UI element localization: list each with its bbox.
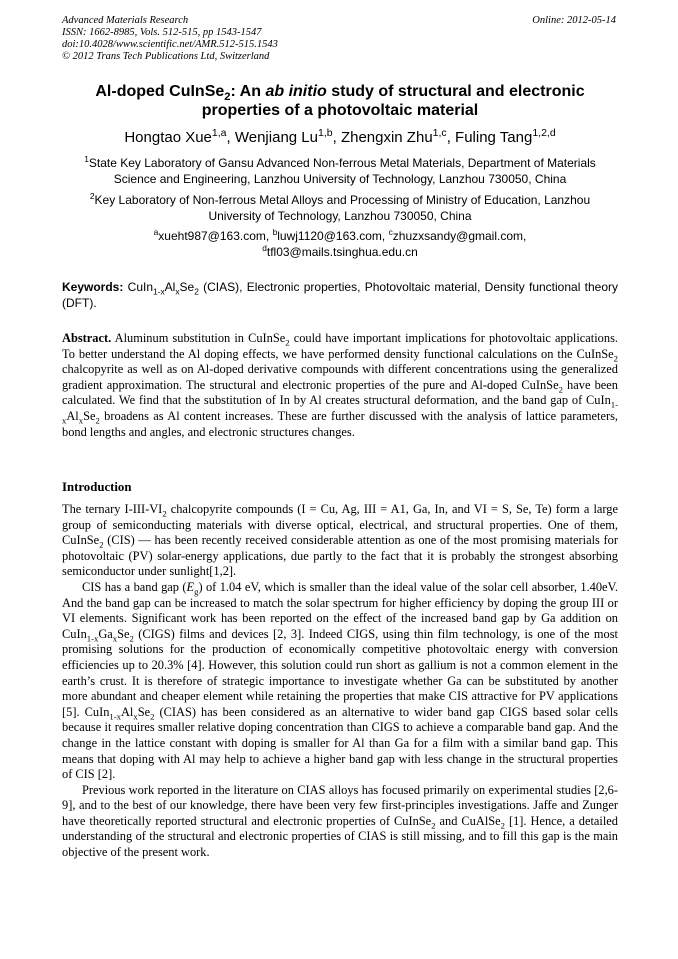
email-link[interactable]: luwj1120@163.com <box>277 229 382 243</box>
journal-header <box>62 15 618 63</box>
keywords-label: Keywords: <box>62 280 124 294</box>
copyright-line: © 2012 Trans Tech Publications Ltd, Switzerland <box>62 51 270 62</box>
author-name: Hongtao Xue <box>124 129 212 146</box>
abstract-label: Abstract. <box>62 331 112 345</box>
affiliation-1: $^1$State Key Laboratory of Gansu Advanced Non-ferrous Metal Materials, Department of Materials Science and Engineering, Lanzhou University of Technology, Lanzhou 730050, China <box>84 154 596 186</box>
section-heading: Introduction <box>62 480 132 494</box>
online-date: Online: 2012-05-14 <box>532 15 616 26</box>
author-name: Wenjiang Lu <box>234 129 318 146</box>
paper-title: Al-doped CuInSe$_2$: An ab initio study of structural and electronic properties of a photovoltaic material <box>95 83 585 119</box>
journal-name: Advanced Materials Research <box>62 15 189 26</box>
author-name: Zhengxin Zhu <box>340 129 433 146</box>
introduction-body <box>62 502 618 861</box>
paragraph: Previous work reported in the literature on CIAS alloys has focused primarily on experimental studies [2,6-9], and to the best of our knowledge, there have been very few first-principles investigations. Jaffe and Zunger have theoretically reported structural and electronic properties of CuInSe$_2$ and CuAlSe$_2$ [1]. Hence, a detailed understanding of the structural and electronic properties of CIAS is still missing, and to fill this gap is the main objective of the present work. <box>62 782 618 860</box>
author-list: Hongtao Xue$^{1,a}$, Wenjiang Lu$^{1,b}$, Zhengxin Zhu$^{1,c}$, Fuling Tang$^{1,2,d}$ <box>124 127 556 146</box>
paragraph: The ternary $I-III-VI_2$ chalcopyrite compounds (I = Cu, Ag, III = A1, Ga, In, and VI = S, Se, Te) form a large group of semiconducting materials with diverse optical, electrical, and structural properties. One of them, CuInSe$_2$ (CIS) — has been recently received considerable attention as one of the most promising materials for photovoltaic (PV) solar-energy applications, due partly to the fact that it is probably the strongest absorbing semiconductor under sunlight[1,2]. <box>62 502 618 579</box>
paragraph: CIS has a band gap $(E_g)$ of 1.04 eV, which is smaller than the ideal value of the solar cell absorber, 1.40eV. And the band gap can be increased to match the solar spectrum for higher efficiency by doping the group III or VI elements. Significant work has been reported on the effect of the increased band gap by Ga addition on $CuIn_{1-x}Ga_xSe_2$ (CIGS) films and devices [2, 3]. Indeed CIGS, using thin film technology, is one of the most promising solutions for the production of economically competitive photovoltaic energy with conversion efficiencies up to 20.3% [4]. However, this solution could run short as gallium is not a common element in the earth’s crust. It is therefore of strategic importance to investigate whether Ga can be substituted by another more abundant and cheaper element while retaining the properties that make CIS attractive for PV applications [5]. $CuIn_{1-x}Al_xSe_2$ (CIAS) has been considered as an alternative to wider band gap CIGS based solar cells because it requires smaller relative doping concentration than CIGS to achieve a comparable band gap. And the change in the lattice constant with doping is smaller for Al than Ga for a film with a similar band gap. This means that doping with Al may help to achieve a higher band gap with less change in the structural properties of CIS [2]. <box>62 579 619 782</box>
email-link[interactable]: zhuzxsandy@gmail.com <box>392 229 524 243</box>
email-link[interactable]: xueht987@163.com <box>158 229 266 243</box>
doi-line: doi:10.4028/www.scientific.net/AMR.512-515.1543 <box>62 39 278 50</box>
email-link[interactable]: tfl03@mails.tsinghua.edu.cn <box>266 244 418 259</box>
keywords: Keywords: $CuIn_{1-x}Al_xSe_2$ (CIAS), Electronic properties, Photovoltaic material, Density functional theory (DFT). <box>62 280 618 310</box>
affiliation-2: $^2$Key Laboratory of Non-ferrous Metal Alloys and Processing of Ministry of Education, Lanzhou University of Technology, Lanzhou 730050, China <box>89 191 591 223</box>
email-list: $^a$xueht987@163.com, $^b$luwj1120@163.com, $^c$zhuzxsandy@gmail.com, $^d$tfl03@mails.tsinghua.edu.cn <box>153 227 527 259</box>
author-name: Fuling Tang <box>455 129 533 146</box>
issn-line: ISSN: 1662-8985, Vols. 512-515, pp 1543-1547 <box>62 27 262 38</box>
abstract: Abstract. Aluminum substitution in CuInSe$_2$ could have important implications for photovoltaic applications. To better understand the Al doping effects, we have performed density functional calculations on the CuInSe$_2$ chalcopyrite as well as on Al-doped derivative compounds with different concentrations using the generalized gradient approximation. The structural and electronic properties of the pure and Al-doped CuInSe$_2$ have been calculated. We find that the substitution of In by Al creates structural deformation, and the band gap of $CuIn_{1-x}Al_xSe_2$ broadens as Al content increases. These are further discussed with the analysis of lattice parameters, bond lengths and angles, and electronic structures changes. <box>62 331 618 439</box>
